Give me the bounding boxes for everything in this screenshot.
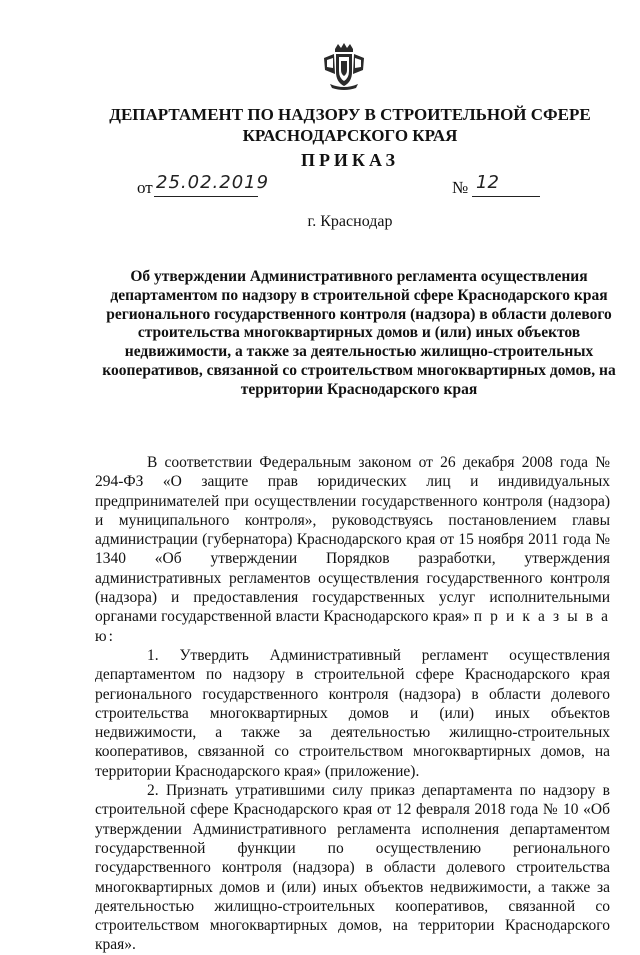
department-line-2: КРАСНОДАРСКОГО КРАЯ [242,126,458,145]
item-2-paragraph: 2. Признать утратившими силу приказ департамента по надзору в строительной сфере Краснодарского края от 12 февраля 2018 года № 10 «Об утверждении Административного регламента исполнения департаментом государственной функции по осуществлению регионального государственного контроля (надзора) в области долевого строительства многоквартирных домов и (или) иных объектов недвижимости, а также за деятельностью жилищно-строительных кооперативов, связанной со строительством многоквартирных домов, на территории Краснодарского края». [95,782,610,954]
preamble-text: В соответствии Федеральным законом от 26 декабря 2008 года № 294-ФЗ «О защите прав юридических лиц и индивидуальных предпринимателей при осуществлении государственного контроля (надзора) и муниципального контроля», руководствуясь постановлением главы администрации (губернатора) Краснодарского края от 15 ноября 2011 года № 1340 «Об утверждении Порядков разработки, утверждения административных регламентов осуществления государственного контроля (надзора) и предоставления государственных услуг исполнительными органами государственной власти Краснодарского края» [95,454,610,626]
date-value: 25.02.2019 [156,172,270,193]
number-value: 12 [476,172,499,193]
date-underline [154,196,258,197]
number-prefix: № [452,178,469,197]
order-body [95,453,610,955]
preamble-paragraph [95,453,610,646]
order-title: ПРИКАЗ [300,150,400,170]
department-line-1: ДЕПАРТАМЕНТ ПО НАДЗОРУ В СТРОИТЕЛЬНОЙ СФЕРЕ [109,105,591,124]
department-name [60,104,640,146]
command-word: п р и к а з ы в а ю: [95,608,610,645]
city: г. Краснодар [307,213,393,230]
number-underline [472,196,540,197]
date-prefix: от [137,178,153,197]
item-1-paragraph: 1. Утвердить Административный регламент осуществления департаментом по надзору в строительной сфере Краснодарского края регионального государственного контроля (надзора) в области долевого строительства многоквартирных домов и (или) иных объектов недвижимости, а также за деятельностью жилищно-строительных кооперативов, связанной со строительством многоквартирных домов, на территории Краснодарского края» (приложение). [95,646,610,780]
order-subject: Об утверждении Административного регламента осуществления департаментом по надзору в строительной сфере Краснодарского края регионального государственного контроля (надзора) в области долевого строительства многоквартирных домов и (или) иных объектов недвижимости, а также за деятельностью жилищно-строительных кооперативов, связанной со строительством многоквартирных домов, на территории Краснодарского края [102,268,616,398]
coat-of-arms-icon [318,40,370,92]
